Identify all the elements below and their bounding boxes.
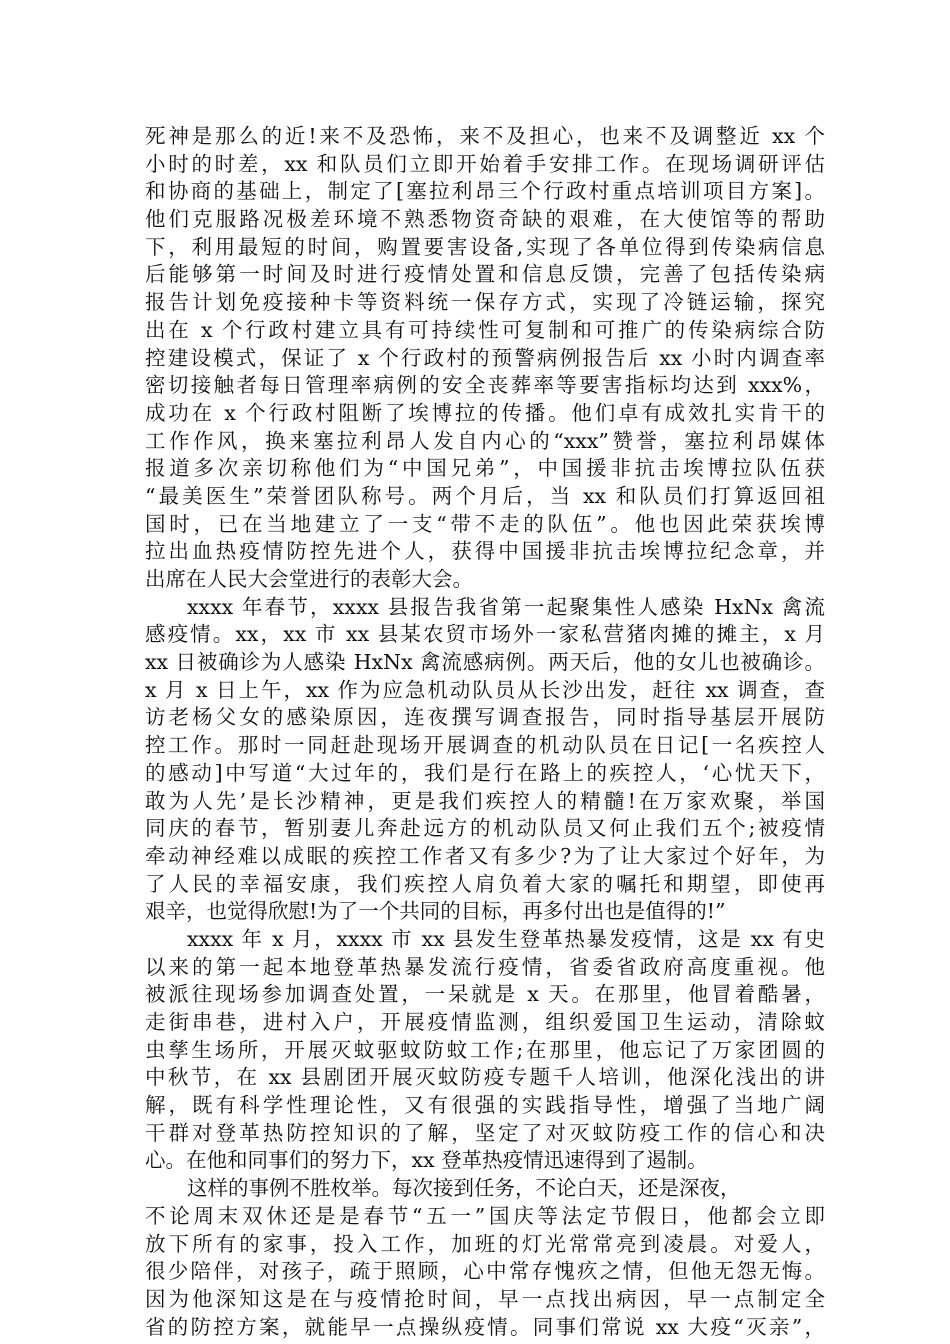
- text-line: 他们克服路况极差环境不熟悉物资奇缺的艰难，在大使馆等的帮助: [145, 207, 825, 232]
- text-line: 访老杨父女的感染原因，连夜撰写调查报告，同时指导基层开展防: [145, 705, 825, 730]
- body-text: [145, 123, 825, 1341]
- text-line: 解，既有科学性理论性，又有很强的实践指导性，增强了当地广阔: [145, 1093, 825, 1118]
- text-line: 省的防控方案，就能早一点操纵疫情。同事们常说 xx 大疫“灭亲”，: [145, 1314, 825, 1339]
- text-line: 敢为人先’是长沙精神，更是我们疾控人的精髓!在万家欢聚，举国: [145, 788, 825, 813]
- text-line: xxxx 年 x 月，xxxx 市 xx 县发生登革热暴发疫情，这是 xx 有史: [187, 926, 825, 951]
- text-line: 不论周末双休还是是春节“五一”国庆等法定节假日，他都会立即: [145, 1203, 825, 1228]
- text-line: 很少陪伴，对孩子，疏于照顾，心中常存愧疚之情，但他无怨无悔。: [145, 1259, 825, 1284]
- text-line: 控建设模式，保证了 x 个行政村的预警病例报告后 xx 小时内调查率: [145, 345, 825, 370]
- text-line: xx 日被确诊为人感染 HxNx 禽流感病例。两天后，他的女儿也被确诊。: [145, 650, 825, 675]
- text-line: 工作作风，换来塞拉利昂人发自内心的“xxx”赞誉，塞拉利昂媒体: [145, 428, 825, 453]
- text-line: 出在 x 个行政村建立具有可持续性可复制和可推广的传染病综合防: [145, 317, 825, 342]
- text-line: 因为他深知这是在与疫情抢时间，早一点找出病因，早一点制定全: [145, 1286, 825, 1311]
- text-line: x 月 x 日上午，xx 作为应急机动队员从长沙出发，赶往 xx 调查，查: [145, 677, 825, 702]
- text-line: 控工作。那时一同赶赴现场开展调查的机动队员在日记[一名疾控人: [145, 733, 825, 758]
- text-line: 虫孳生场所，开展灭蚊驱蚊防蚊工作;在那里，他忘记了万家团圆的: [145, 1037, 825, 1062]
- text-line: 报道多次亲切称他们为“中国兄弟”，中国援非抗击埃博拉队伍获: [145, 456, 825, 481]
- text-line: “最美医生”荣誉团队称号。两个月后，当 xx 和队员们打算返回祖: [145, 483, 825, 508]
- text-line: xxxx 年春节，xxxx 县报告我省第一起聚集性人感染 HxNx 禽流: [187, 594, 825, 619]
- text-line: 走街串巷，进村入户，开展疫情监测，组织爱国卫生运动，清除蚊: [145, 1010, 825, 1034]
- text-line: 了人民的幸福安康，我们疾控人肩负着大家的嘱托和期望，即使再: [145, 871, 825, 896]
- text-line: 干群对登革热防控知识的了解，坚定了对灭蚊防疫工作的信心和决: [145, 1120, 825, 1145]
- text-line: 小时的时差，xx 和队员们立即开始着手安排工作。在现场调研评估: [145, 151, 825, 176]
- text-line: 感疫情。xx，xx 市 xx 县某农贸市场外一家私营猪肉摊的摊主，x 月: [145, 622, 825, 647]
- text-line: 心。在他和同事们的努力下，xx 登革热疫情迅速得到了遏制。: [145, 1148, 708, 1173]
- text-line: 这样的事例不胜枚举。每次接到任务，不论白天，还是深夜，: [187, 1176, 741, 1201]
- text-line: 出席在人民大会堂进行的表彰大会。: [145, 567, 473, 591]
- text-line: 密切接触者每日管理率病例的安全丧葬率等要害指标均达到 xxx%，: [145, 373, 825, 398]
- text-line: 报告计划免疫接种卡等资料统一保存方式，实现了冷链运输，探究: [145, 290, 825, 315]
- text-line: 下，利用最短的时间，购置要害设备,实现了各单位得到传染病信息: [145, 234, 825, 259]
- text-line: 同庆的春节，暂别妻儿奔赴远方的机动队员又何止我们五个;被疫情: [145, 816, 825, 841]
- text-line: 以来的第一起本地登革热暴发流行疫情，省委省政府高度重视。他: [145, 954, 825, 979]
- text-line: 和协商的基础上，制定了[塞拉利昂三个行政村重点培训项目方案]。: [145, 179, 825, 204]
- text-line: 被派往现场参加调查处置，一呆就是 x 天。在那里，他冒着酷暑，: [145, 982, 825, 1007]
- text-line: 中秋节，在 xx 县剧团开展灭蚊防疫专题千人培训，他深化浅出的讲: [145, 1065, 825, 1090]
- text-line: 的感动]中写道“大过年的，我们是行在路上的疾控人，‘心忧天下，: [145, 760, 825, 785]
- text-line: 成功在 x 个行政村阻断了埃博拉的传播。他们卓有成效扎实肯干的: [145, 400, 825, 425]
- text-line: 放下所有的家事，投入工作，加班的灯光常常亮到凌晨。对爱人，: [145, 1231, 825, 1256]
- text-line: 国时，已在当地建立了一支“带不走的队伍”。他也因此荣获埃博: [145, 511, 825, 536]
- text-line: 艰辛，也觉得欣慰!为了一个共同的目标，再多付出也是值得的!”: [145, 899, 726, 924]
- text-line: 拉出血热疫情防控先进个人，获得中国援非抗击埃博拉纪念章，并: [145, 539, 825, 564]
- text-line: 后能够第一时间及时进行疫情处置和信息反馈，完善了包括传染病: [145, 262, 825, 287]
- text-line: 牵动神经难以成眠的疾控工作者又有多少?为了让大家过个好年，为: [145, 843, 825, 868]
- text-line: 死神是那么的近!来不及恐怖，来不及担心，也来不及调整近 xx 个: [145, 124, 825, 148]
